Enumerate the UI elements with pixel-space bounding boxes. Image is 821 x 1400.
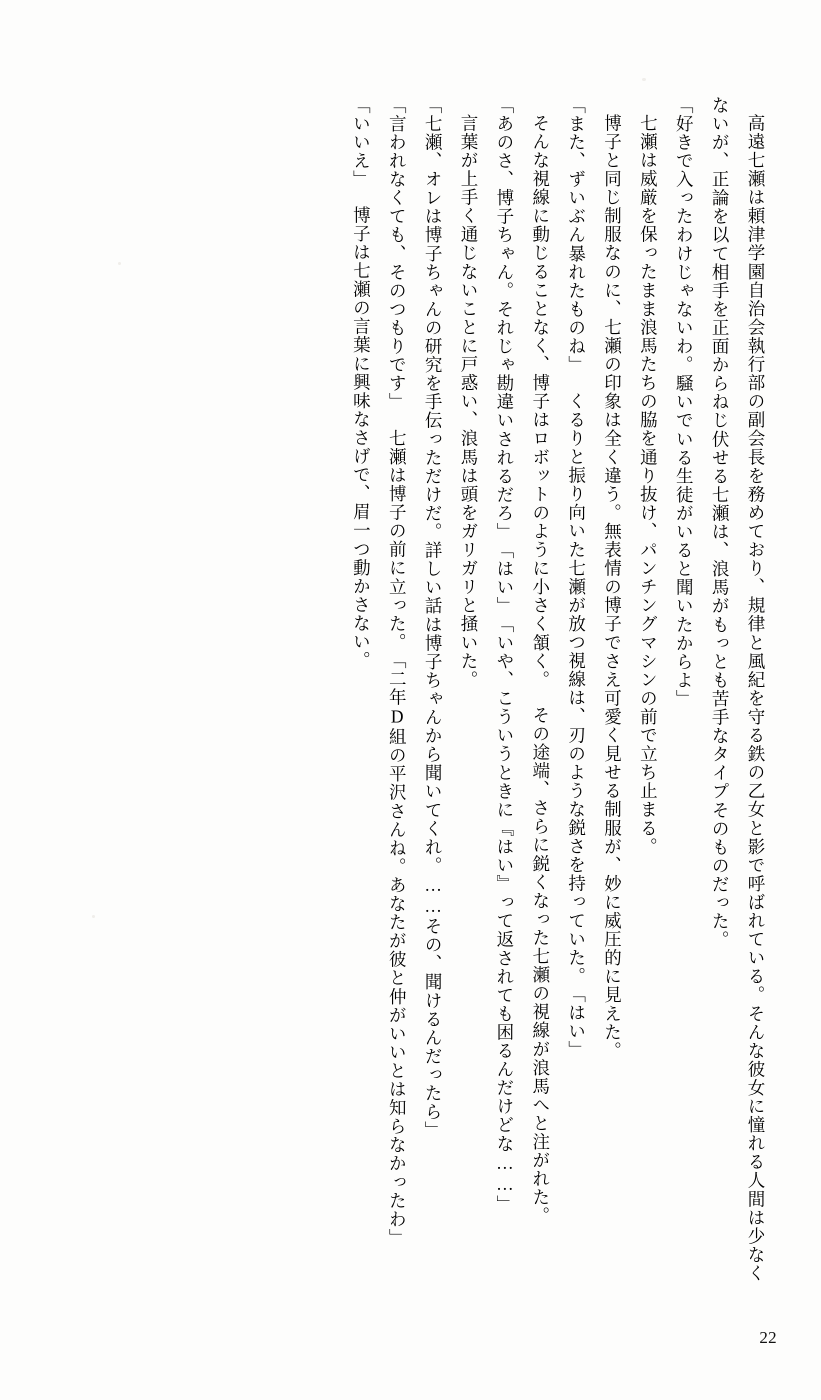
paragraph: 「七瀬、オレは博子ちゃんの研究を手伝っただけだ。詳しい話は博子ちゃんから聞いてくれ。……その、聞けるんだったら」 [423,96,444,1140]
paragraph: 「二年D組の平沢さんね。あなたが彼と仲がいいとは知らなかったわ」 [387,651,408,1248]
paragraph: くるりと振り向いた七瀬が放つ視線は、刃のような鋭さを持っていた。 [566,391,587,986]
paragraph: 「好きで入ったわけじゃないわ。騒いでいる生徒がいると聞いたからよ」 [674,96,695,709]
page-number: 22 [759,1328,777,1347]
paragraph: その途端、さらに鋭くなった七瀬の視線が浪馬へと注がれた。 [530,706,551,1226]
paragraph: 言葉が上手く通じないことに戸惑い、浪馬は頭をガリガリと掻いた。 [459,113,479,689]
paragraph: 博子と同じ制服なのに、七瀬の印象は全く違う。無表情の博子でさえ可愛く見せる制服が、妙に威圧的に見えた。 [602,113,623,1060]
paragraph: 「はい」 [566,985,587,1060]
paper-speck [642,78,646,81]
paragraph: 「言われなくても、そのつもりです」 [387,96,408,412]
paragraph: 「はい」 [494,541,515,616]
paragraph: そんな視線に動じることなく、博子はロボットのように小さく頷く。 [530,113,551,689]
paragraph: 「いいえ」 [351,96,372,189]
paragraph: 博子は七瀬の言葉に興味なさげで、眉一つ動かさない。 [351,206,372,670]
paragraph: 七瀬は博子の前に立った。 [387,428,408,652]
paragraph: 七瀬は威厳を保ったまま浪馬たちの脇を通り抜け、パンチングマシンの前で立ち止まる。 [638,113,659,856]
paragraph: 「いや、こういうときに『はい』って返されても困るんだけどな……」 [494,615,515,1215]
paragraph: 「あのさ、博子ちゃん。それじゃ勘違いされるだろ」 [494,96,515,542]
paragraph: 「また、ずいぶん暴れたものね」 [566,96,587,375]
novel-body-text [40,96,773,1290]
paragraph: 高遠七瀬は頼津学園自治会執行部の副会長を務めており、規律と風紀を守る鉄の乙女と影で呼ばれている。そんな彼女に憧れる人間は少なくないが、正論を以て相手を正面からねじ伏せる七瀬は、浪馬がもっとも苦手なタイプそのものだった。 [710,96,766,1283]
